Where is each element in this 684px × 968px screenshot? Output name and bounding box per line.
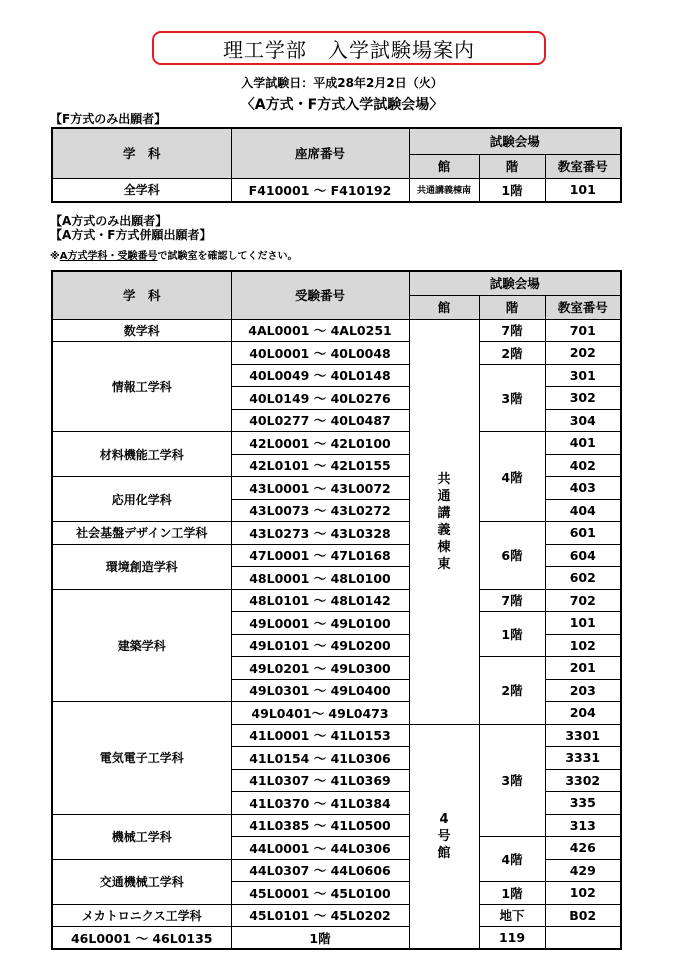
- department-cell: 電気電子工学科: [52, 702, 231, 815]
- room-cell: 702: [545, 589, 621, 612]
- exam-number-cell: 49L0401～ 49L0473: [231, 702, 409, 725]
- room-cell: 101: [545, 612, 621, 635]
- exam-number-cell: 45L0101 ～ 45L0202: [231, 904, 409, 927]
- header-hall: 館: [409, 295, 479, 319]
- header-department: 学 科: [52, 271, 231, 319]
- exam-number-cell: 41L0385 ～ 41L0500: [231, 814, 409, 837]
- room-cell: 3302: [545, 769, 621, 792]
- header-hall: 館: [409, 154, 479, 178]
- number-cell: F410001 ～ F410192: [231, 178, 409, 202]
- exam-number-cell: 49L0201 ～ 49L0300: [231, 657, 409, 680]
- room-cell: 601: [545, 522, 621, 545]
- exam-number-cell: 48L0001 ～ 48L0100: [231, 567, 409, 590]
- exam-number-cell: 40L0277 ～ 40L0487: [231, 409, 409, 432]
- exam-number-cell: 41L0154 ～ 41L0306: [231, 747, 409, 770]
- room-cell: 401: [545, 432, 621, 455]
- floor-cell: 3階: [479, 724, 545, 837]
- exam-number-cell: 48L0101 ～ 48L0142: [231, 589, 409, 612]
- room-cell: 302: [545, 387, 621, 410]
- floor-cell: 1階: [231, 927, 409, 950]
- floor-cell: 6階: [479, 522, 545, 590]
- floor-cell: 1階: [479, 178, 545, 202]
- exam-number-cell: 49L0001 ～ 49L0100: [231, 612, 409, 635]
- room-cell: 301: [545, 364, 621, 387]
- header-floor: 階: [479, 295, 545, 319]
- header-venue: 試験会場: [409, 271, 621, 295]
- department-cell: 応用化学科: [52, 477, 231, 522]
- department-cell: 社会基盤デザイン工学科: [52, 522, 231, 545]
- floor-cell: 1階: [479, 612, 545, 657]
- exam-number-cell: 42L0101 ～ 42L0155: [231, 454, 409, 477]
- exam-number-cell: 46L0001 ～ 46L0135: [52, 927, 231, 950]
- exam-number-cell: 41L0370 ～ 41L0384: [231, 792, 409, 815]
- header-department: 学 科: [52, 128, 231, 178]
- floor-cell: 2階: [479, 657, 545, 725]
- header-room: 教室番号: [545, 295, 621, 319]
- exam-number-cell: 42L0001 ～ 42L0100: [231, 432, 409, 455]
- a-method-label: 【A方式のみ出願者】: [50, 214, 168, 228]
- floor-cell: 4階: [479, 837, 545, 882]
- note-emphasis: A方式学科・受験番号: [59, 251, 158, 262]
- venue-title: 〈A方式・F方式入学試験会場〉: [240, 97, 444, 113]
- floor-cell: 地下: [479, 904, 545, 927]
- exam-date: 入学試験日：平成28年2月2日（火）: [241, 76, 443, 90]
- table-row: [52, 589, 621, 612]
- exam-number-cell: 44L0001 ～ 44L0306: [231, 837, 409, 860]
- exam-number-cell: 41L0001 ～ 41L0153: [231, 724, 409, 747]
- header-venue: 試験会場: [409, 128, 621, 154]
- exam-number-cell: 41L0307 ～ 41L0369: [231, 769, 409, 792]
- table-row: [52, 319, 621, 342]
- table-row: [52, 178, 621, 202]
- room-cell: 404: [545, 499, 621, 522]
- room-cell: 204: [545, 702, 621, 725]
- room-cell: 701: [545, 319, 621, 342]
- floor-cell: 1階: [479, 882, 545, 905]
- department-cell: 情報工学科: [52, 342, 231, 432]
- department-cell: 環境創造学科: [52, 544, 231, 589]
- floor-cell: 2階: [479, 342, 545, 365]
- department-cell: 機械工学科: [52, 814, 231, 859]
- hall-cell: 4 号 館: [409, 724, 479, 949]
- a-method-table: [51, 270, 622, 950]
- table-row: [52, 432, 621, 455]
- room-cell: 203: [545, 679, 621, 702]
- department-cell: 材料機能工学科: [52, 432, 231, 477]
- floor-cell: 3階: [479, 364, 545, 432]
- table-row: [52, 522, 621, 545]
- exam-number-cell: 40L0049 ～ 40L0148: [231, 364, 409, 387]
- f-method-table: [51, 127, 622, 203]
- af-method-label: 【A方式・F方式併願出願者】: [50, 228, 212, 242]
- department-cell: 建築学科: [52, 589, 231, 702]
- header-floor: 階: [479, 154, 545, 178]
- exam-number-cell: 40L0149 ～ 40L0276: [231, 387, 409, 410]
- exam-number-cell: 4AL0001 ～ 4AL0251: [231, 319, 409, 342]
- room-cell: 119: [479, 927, 545, 950]
- header-room: 教室番号: [545, 154, 621, 178]
- room-cell: 201: [545, 657, 621, 680]
- room-cell: 304: [545, 409, 621, 432]
- table-row: [52, 927, 621, 950]
- department-cell: メカトロニクス工学科: [52, 904, 231, 927]
- exam-number-cell: 43L0001 ～ 43L0072: [231, 477, 409, 500]
- room-cell: 335: [545, 792, 621, 815]
- page-title: [152, 31, 546, 65]
- room-cell: 3331: [545, 747, 621, 770]
- floor-cell: 7階: [479, 589, 545, 612]
- hall-cell: 共 通 講 義 棟 東: [409, 319, 479, 724]
- room-cell: B02: [545, 904, 621, 927]
- room-cell: 313: [545, 814, 621, 837]
- exam-number-cell: 44L0307 ～ 44L0606: [231, 859, 409, 882]
- room-cell: 429: [545, 859, 621, 882]
- room-cell: 3301: [545, 724, 621, 747]
- room-cell: 602: [545, 567, 621, 590]
- f-method-label: 【F方式のみ出願者】: [50, 112, 167, 126]
- hall-cell: 共通講義棟南: [409, 178, 479, 202]
- exam-number-cell: 40L0001 ～ 40L0048: [231, 342, 409, 365]
- room-cell: 202: [545, 342, 621, 365]
- header-exam-number: 受験番号: [231, 271, 409, 319]
- room-cell: 102: [545, 634, 621, 657]
- room-cell: 402: [545, 454, 621, 477]
- room-cell: 102: [545, 882, 621, 905]
- exam-number-cell: 47L0001 ～ 47L0168: [231, 544, 409, 567]
- floor-cell: 7階: [479, 319, 545, 342]
- exam-number-cell: 43L0273 ～ 43L0328: [231, 522, 409, 545]
- floor-cell: 4階: [479, 432, 545, 522]
- department-cell: 交通機械工学科: [52, 859, 231, 904]
- exam-number-cell: 49L0301 ～ 49L0400: [231, 679, 409, 702]
- table-row: [52, 904, 621, 927]
- room-cell: 101: [545, 178, 621, 202]
- department-cell: 全学科: [52, 178, 231, 202]
- page-title-text: 理工学部 入学試験場案内: [223, 37, 475, 62]
- exam-number-cell: 49L0101 ～ 49L0200: [231, 634, 409, 657]
- header-seat-number: 座席番号: [231, 128, 409, 178]
- room-cell: 426: [545, 837, 621, 860]
- exam-number-cell: 43L0073 ～ 43L0272: [231, 499, 409, 522]
- room-cell: 604: [545, 544, 621, 567]
- instruction-note: ※A方式学科・受験番号で試験室を確認してください。: [50, 251, 298, 262]
- room-cell: 403: [545, 477, 621, 500]
- table-row: [52, 342, 621, 365]
- department-cell: 数学科: [52, 319, 231, 342]
- exam-number-cell: 45L0001 ～ 45L0100: [231, 882, 409, 905]
